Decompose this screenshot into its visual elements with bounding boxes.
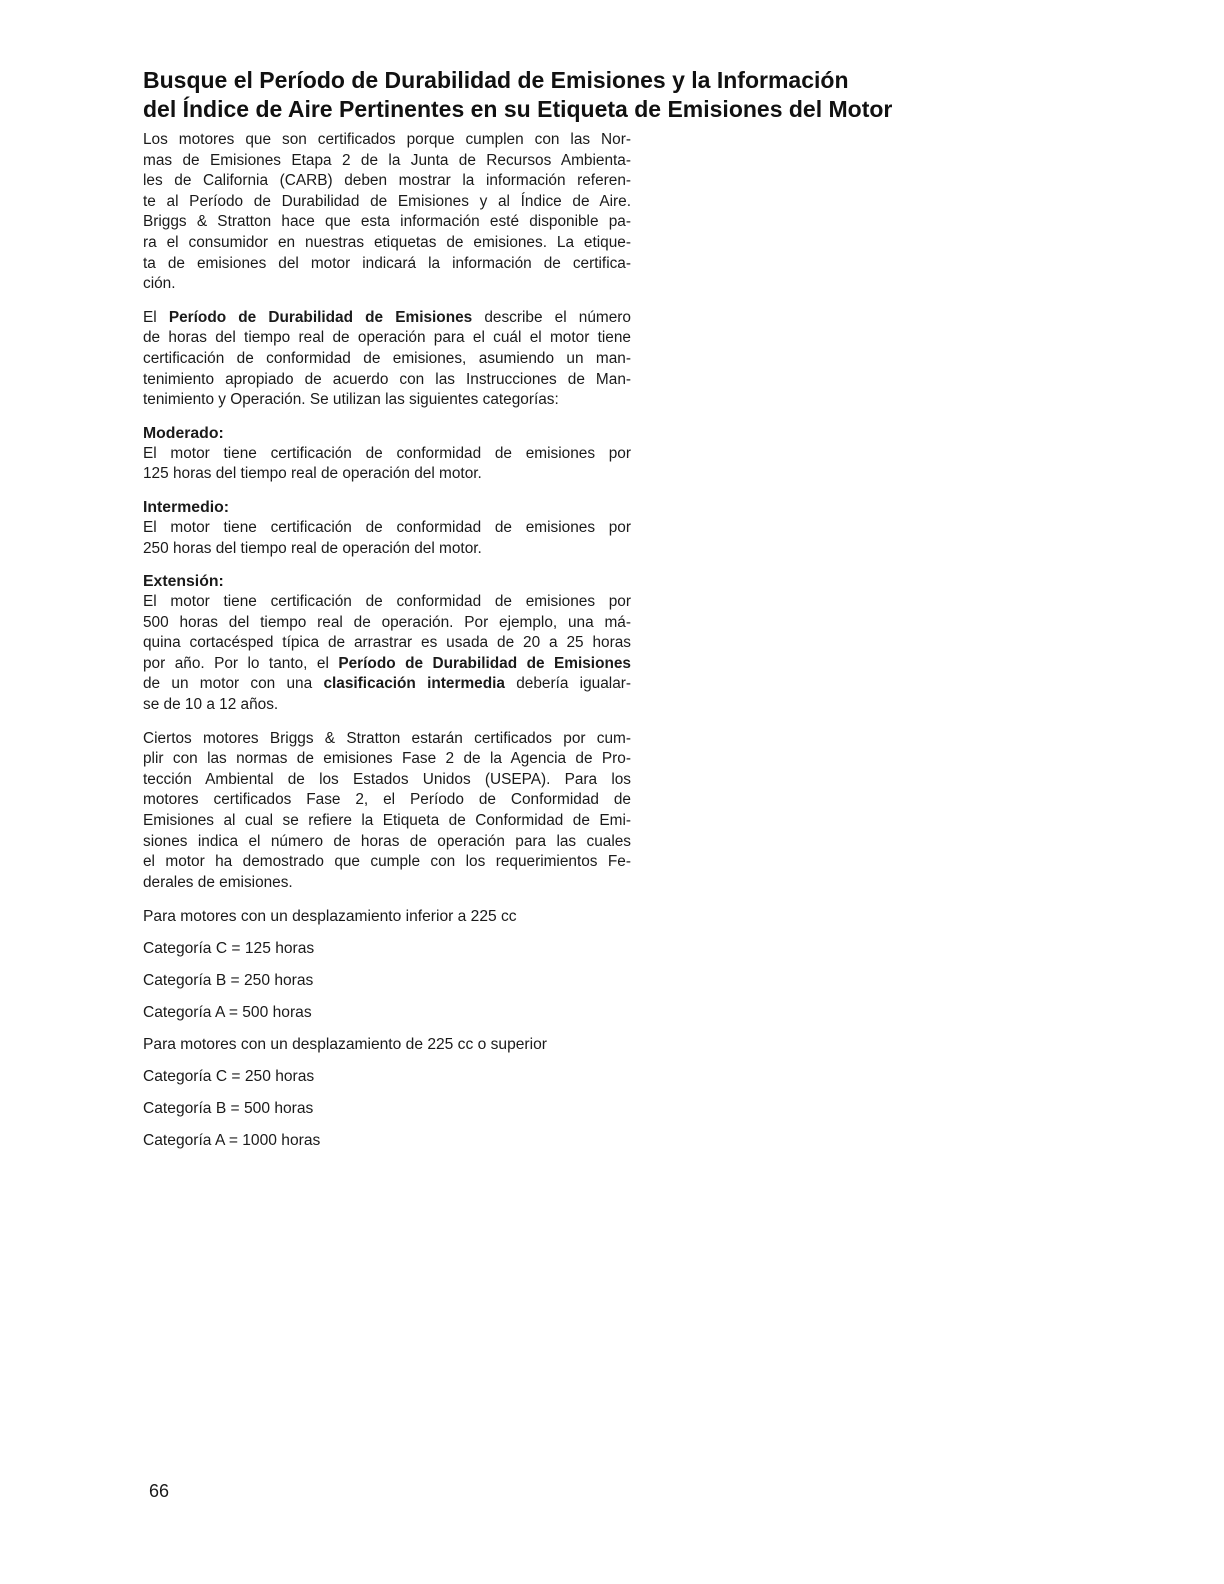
durability-line: tenimiento apropiado de acuerdo con las Instrucciones de Man- xyxy=(143,370,631,388)
category-extension xyxy=(143,572,631,716)
page-title-line-1: Busque el Período de Durabilidad de Emisiones y la Información xyxy=(143,67,849,93)
durability-line xyxy=(143,308,631,329)
durability-paragraph xyxy=(143,308,631,411)
extension-line5-bold: clasificación intermedia xyxy=(323,675,505,693)
extension-line xyxy=(143,674,631,695)
main-column xyxy=(143,130,631,1162)
category-line: 250 horas del tiempo real de operación del motor. xyxy=(143,539,482,557)
durability-term: Período de Durabilidad de Emisiones xyxy=(168,308,473,326)
extension-line: se de 10 a 12 años. xyxy=(143,696,279,714)
extension-line xyxy=(143,654,631,675)
category-heading: Extensión: xyxy=(143,573,224,591)
category-hours-item: Categoría A = 1000 horas xyxy=(143,1132,321,1150)
displacement-under-225-heading: Para motores con un desplazamiento inferior a 225 cc xyxy=(143,908,517,926)
usepa-line: motores certificados Fase 2, el Período de Conformidad de xyxy=(143,791,631,809)
category-hours-item: Categoría B = 250 horas xyxy=(143,972,314,990)
usepa-line: el motor ha demostrado que cumple con los requerimientos Fe- xyxy=(143,853,631,871)
usepa-paragraph xyxy=(143,729,631,894)
intro-line: Briggs & Stratton hace que esta información esté disponible pa- xyxy=(143,213,631,231)
category-line: 125 horas del tiempo real de operación del motor. xyxy=(143,465,482,483)
page-number: 66 xyxy=(149,1481,170,1501)
category-moderado xyxy=(143,424,631,485)
usepa-line: derales de emisiones. xyxy=(143,873,293,891)
category-heading: Intermedio: xyxy=(143,498,230,516)
intro-line: Los motores que son certificados porque cumplen con las Nor- xyxy=(143,131,631,148)
category-text xyxy=(143,592,631,716)
displacement-over-225-heading: Para motores con un desplazamiento de 225 cc o superior xyxy=(143,1036,547,1054)
category-intermedio xyxy=(143,498,631,559)
durability-line: de horas del tiempo real de operación para el cuál el motor tiene xyxy=(143,329,631,347)
page-title xyxy=(143,66,1143,124)
usepa-line: plir con las normas de emisiones Fase 2 de la Agencia de Pro- xyxy=(143,750,631,768)
intro-line: ra el consumidor en nuestras etiquetas de emisiones. La etique- xyxy=(143,233,631,251)
durability-line: tenimiento y Operación. Se utilizan las siguientes categorías: xyxy=(143,391,559,409)
intro-paragraph xyxy=(143,130,631,295)
extension-line4-prefix: por año. Por lo tanto, el xyxy=(143,654,339,672)
category-heading: Moderado: xyxy=(143,424,224,442)
category-text xyxy=(143,518,631,559)
durability-prefix: El xyxy=(143,308,169,326)
extension-line5-prefix: de un motor con una xyxy=(143,675,324,693)
intro-line: mas de Emisiones Etapa 2 de la Junta de Recursos Ambienta- xyxy=(143,151,631,169)
category-line: El motor tiene certificación de conformidad de emisiones por xyxy=(143,444,631,462)
intro-line: ta de emisiones del motor indicará la información de certifica- xyxy=(143,254,631,272)
page-title-line-2: del Índice de Aire Pertinentes en su Etiqueta de Emisiones del Motor xyxy=(143,96,893,122)
intro-line: te al Período de Durabilidad de Emisiones y al Índice de Aire. xyxy=(143,192,631,210)
usepa-line: Emisiones al cual se refiere la Etiqueta de Conformidad de Emi- xyxy=(143,812,631,830)
usepa-line: Ciertos motores Briggs & Stratton estarán certificados por cum- xyxy=(143,729,631,747)
usepa-line: siones indica el número de horas de operación para las cuales xyxy=(143,832,631,850)
category-hours-item: Categoría B = 500 horas xyxy=(143,1100,314,1118)
durability-line1-rest: describe el número xyxy=(472,308,631,326)
extension-line4-bold: Período de Durabilidad de Emisiones xyxy=(338,654,631,672)
usepa-line: tección Ambiental de los Estados Unidos (USEPA). Para los xyxy=(143,770,631,788)
extension-line: El motor tiene certificación de conformidad de emisiones por xyxy=(143,593,631,611)
durability-line: certificación de conformidad de emisiones, asumiendo un man- xyxy=(143,349,631,367)
category-hours-item: Categoría C = 125 horas xyxy=(143,940,315,958)
category-line: El motor tiene certificación de conformidad de emisiones por xyxy=(143,518,631,536)
extension-line5-rest: debería igualar- xyxy=(504,675,632,693)
extension-line: 500 horas del tiempo real de operación. Por ejemplo, una má- xyxy=(143,613,631,631)
category-hours-item: Categoría C = 250 horas xyxy=(143,1068,315,1086)
category-text xyxy=(143,444,631,485)
intro-line: ción. xyxy=(143,275,176,293)
extension-line: quina cortacésped típica de arrastrar es usada de 20 a 25 horas xyxy=(143,634,631,652)
category-hours-item: Categoría A = 500 horas xyxy=(143,1004,312,1022)
intro-line: les de California (CARB) deben mostrar la información referen- xyxy=(143,172,631,190)
